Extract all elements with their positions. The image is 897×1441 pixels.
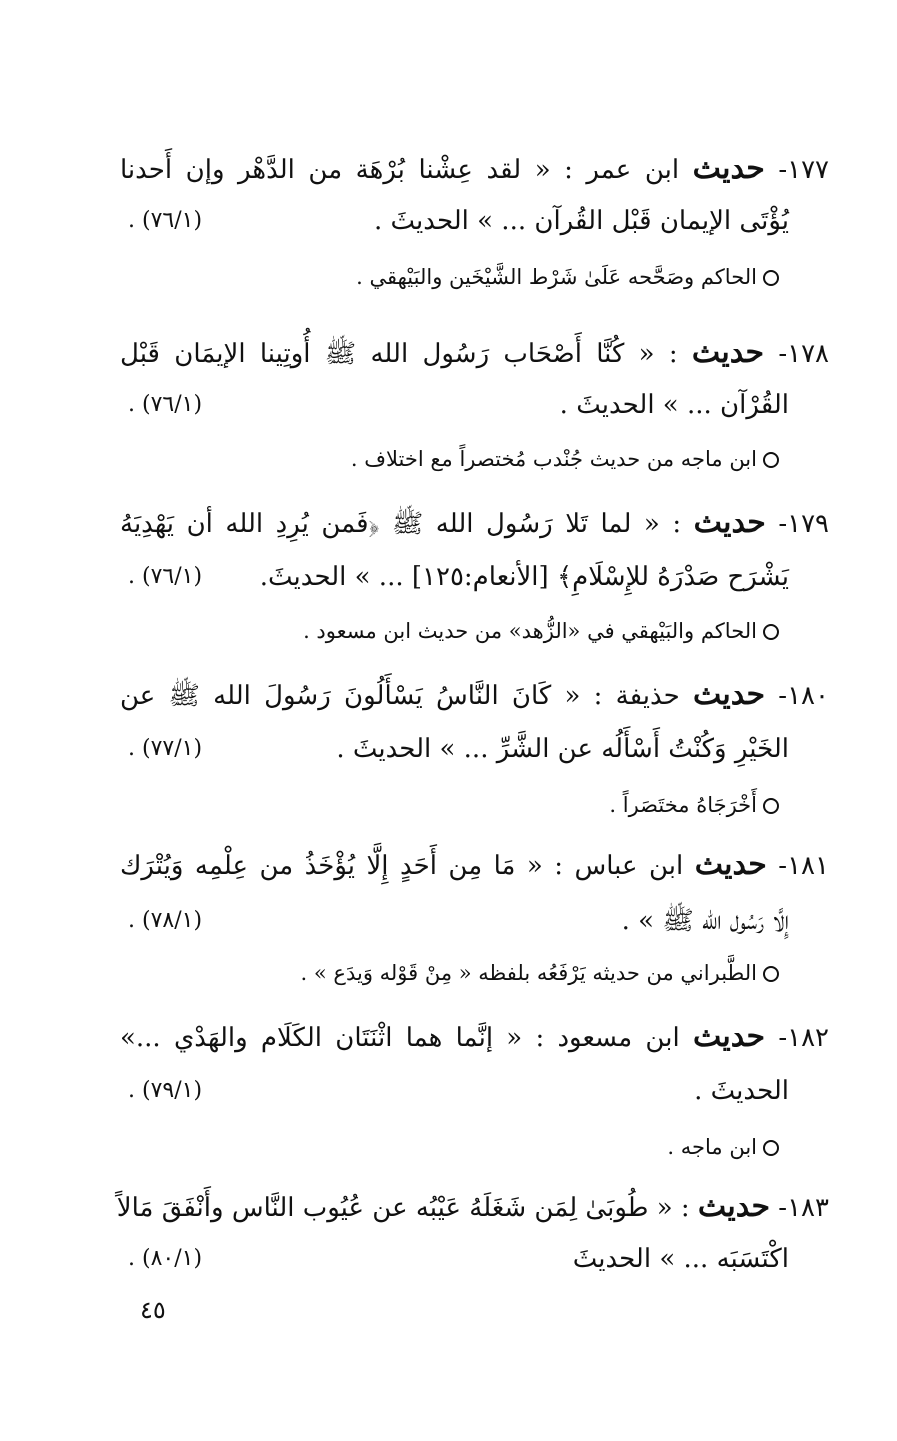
entry-second-line: يَشْرَح صَدْرَهُ للإِسْلَامِ﴾ [الأنعام:١٢٥] ... » الحديثَ.	[259, 562, 789, 592]
volume-page-reference: . (٧٩/١)	[128, 1078, 203, 1103]
entry-number: ١٧٩-	[778, 509, 830, 539]
keyword-hadith: حديث	[692, 151, 765, 186]
source-text: الحاكم وصَحَّحه عَلَىٰ شَرْط الشَّيْخَين والبَيْهقي .	[356, 265, 757, 289]
volume-page-reference: . (٧٦/١)	[128, 392, 203, 417]
keyword-hadith: حديث	[697, 1189, 771, 1224]
source-text: الطَّبراني من حديثه يَرْفَعُه بلفظه « مِنْ قَوْله وَيدَع » .	[300, 961, 757, 985]
keyword-hadith: حديث	[694, 847, 767, 882]
entry-first-line	[120, 336, 829, 371]
entry-number: ١٨١-	[778, 851, 829, 881]
circle-bullet-icon	[763, 1140, 779, 1156]
circle-bullet-icon	[763, 624, 779, 640]
entry-second-line: يُؤْتَى الإيمان قَبْل القُرآن ... » الحديثَ .	[374, 206, 789, 236]
entry-text: ابن عباس : « مَا مِن أَحَدٍ إِلَّا يُؤْخَذُ من عِلْمِه وَيُتْرَك	[120, 851, 684, 881]
entry-first-line	[120, 848, 829, 883]
keyword-hadith: حديث	[692, 677, 766, 712]
volume-page-reference: . (٧٨/١)	[128, 908, 203, 933]
source-text: الحاكم والبَيْهقي في «الزُّهد» من حديث ابن مسعود .	[303, 619, 757, 643]
entry-first-line	[116, 1189, 829, 1225]
entry-first-line	[120, 152, 829, 187]
source-note	[667, 1132, 779, 1162]
keyword-hadith: حديث	[692, 1019, 766, 1054]
circle-bullet-icon	[763, 452, 779, 468]
source-text: أَخْرَجَاهُ مختَصَراً .	[609, 793, 757, 817]
page-number: ٤٥	[140, 1296, 166, 1324]
entry-number: ١٨٣-	[778, 1193, 829, 1223]
entry-first-line	[120, 678, 829, 713]
volume-page-reference: . (٧٦/١)	[128, 564, 203, 589]
entry-second-line: إِلَّا رَسُول الله ﷺ » .	[621, 906, 789, 936]
entry-number: ١٨٠-	[778, 681, 829, 711]
entry-first-line	[120, 1020, 829, 1055]
entry-number: ١٨٢-	[778, 1023, 830, 1053]
entry-second-line: اكْتَسَبَه ... » الحديثَ	[572, 1244, 789, 1274]
source-note	[609, 790, 779, 820]
volume-page-reference: . (٧٦/١)	[128, 208, 203, 233]
source-text: ابن ماجه .	[667, 1135, 757, 1159]
entry-text: ابن مسعود : « إنَّما هما اثْنَتَان الكَلَام والهَدْي ...»	[120, 1023, 680, 1053]
source-note	[356, 262, 779, 292]
entry-text: ابن عمر : « لقد عِشْنا بُرْهَة من الدَّهْر وإن أَحدنا	[120, 155, 680, 185]
entry-text: : « لما تَلا رَسُول الله ﷺ ﴿فَمن يُرِدِ الله أن يَهْدِيَهُ	[120, 509, 682, 539]
source-note	[301, 958, 779, 988]
keyword-hadith: حديث	[691, 335, 765, 370]
entry-second-line: القُرْآن ... » الحديثَ .	[559, 390, 789, 420]
source-note	[303, 616, 779, 646]
entry-second-line: الحديثَ .	[694, 1076, 789, 1106]
volume-page-reference: . (٧٧/١)	[128, 736, 203, 761]
keyword-hadith: حديث	[693, 505, 766, 540]
circle-bullet-icon	[763, 798, 779, 814]
entry-number: ١٧٨-	[778, 339, 830, 369]
volume-page-reference: . (٨٠/١)	[128, 1246, 203, 1271]
entry-text: حذيفة : « كَانَ النَّاسُ يَسْأَلُونَ رَسُولَ الله ﷺ عن	[120, 681, 680, 711]
source-note	[351, 444, 779, 474]
entry-second-line: الخَيْرِ وَكُنْتُ أَسْأَلُه عن الشَّرِّ ... » الحديثَ .	[336, 734, 789, 764]
circle-bullet-icon	[763, 270, 779, 286]
entry-text: : « كُنَّا أَصْحَاب رَسُول الله ﷺ أُوتِينا الإيمَان قَبْل	[120, 339, 678, 369]
source-text: ابن ماجه من حديث جُنْدب مُختصراً مع اختلاف .	[350, 447, 757, 471]
circle-bullet-icon	[763, 966, 779, 982]
entry-first-line	[120, 506, 829, 541]
entry-text: : « طُوبَىٰ لِمَن شَغَلَهُ عَيْبُه عن عُيُوب النَّاس وأَنْفَقَ مَالاً	[116, 1193, 690, 1223]
entry-number: ١٧٧-	[778, 155, 830, 185]
